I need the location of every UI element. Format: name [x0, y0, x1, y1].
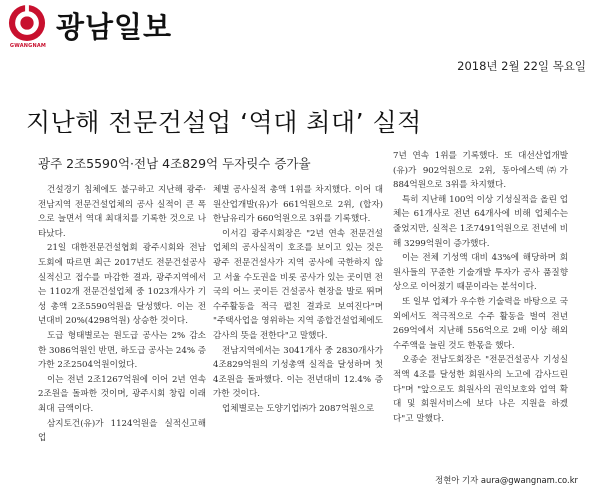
paragraph: 이는 전체 기성액 대비 43%에 해당하며 회원사들의 꾸준한 기술개발 투자가 공사 품질향상으로 이어졌기 때문이라는 분석이다. — [393, 253, 568, 293]
paragraph: 업체별로는 도양기업㈜가 2087억원으로 — [222, 403, 375, 414]
paragraph: 또 일부 업체가 우수한 기술력을 바탕으로 국외에서도 적극적으로 수주 활동을 벌여 전년 269억에서 지난해 556억으로 2배 이상 해외수주액을 늘린 것도 한몫을 했다. — [393, 296, 568, 351]
paragraph: 7년 연속 1위를 기록했다. 또 대선산업개발(유)가 902억원으로 2위, 동아에스텍㈜가 884억원으로 3위를 차지했다. — [393, 151, 568, 191]
paragraph: 특히 지난해 100억 이상 기성실적을 올린 업체는 61개사로 전년 64개사에 비해 업체수는 줄었지만, 실적은 1조7491억원으로 전년에 비해 3299억원이 증가했다. — [393, 194, 568, 249]
logo-subtext: GWANGNAM — [9, 43, 47, 49]
paper-name: 광남일보 — [56, 10, 173, 44]
gwangnam-logo-icon — [8, 4, 46, 42]
paragraph: 건설경기 침체에도 불구하고 지난해 광주·전남지역 전문건설업체의 공사 실적이 큰 폭으로 늘면서 역대 최대치를 기록한 것으로 나타났다. — [38, 185, 206, 239]
byline: 정현아 기자 aura@gwangnam.co.kr — [435, 475, 578, 485]
paragraph: 도급 형태별로는 원도급 공사는 2% 감소한 3086억원인 반면, 하도급 공사는 24% 증가한 2조2504억원이었다. — [38, 330, 207, 371]
article-column-1 — [38, 183, 206, 446]
masthead — [6, 4, 306, 50]
article-column-2 — [213, 183, 383, 417]
paragraph: 21일 대한전문건설협회 광주시회와 전남도회에 따르면 최근 2017년도 전문건설공사 실적신고 접수를 마감한 결과, 광주지역에서는 1102개 전문건설업체 중 1023개사가 기성 총액 2조5590억원을 달성했다. 이는 전년대비 20%(4298억원) 상승한 것이다. — [38, 243, 206, 327]
article-headline: 지난해 전문건설업 ‘역대 최대’ 실적 — [26, 107, 422, 137]
paragraph: 전남지역에서는 3041개사 중 2830개사가 4조829억원의 기성총액 실적을 달성하며 첫 4조원을 돌파했다. 이는 전년대비 12.4% 증가한 것이다. — [213, 345, 383, 400]
publication-date: 2018년 2월 22일 목요일 — [457, 59, 586, 73]
article-column-3 — [393, 149, 568, 426]
paragraph: 오종순 전남도회장은 "전문건설공사 기성실적액 4조를 달성한 회원사의 노고에 감사드린다"며 "앞으로도 회원사의 권익보호와 업역 확대 및 회원서비스에 보다 나은 지원을 하겠다"고 말했다. — [393, 355, 568, 424]
paragraph: 이는 전년 2조1267억원에 이어 2년 연속 2조원을 돌파한 것이며, 광주시회 창립 이래 최대 금액이다. — [38, 374, 206, 414]
paragraph: 이서김 광주시회장은 "2년 연속 전문건설업체의 공사실적이 호조를 보이고 있는 것은 광주 전문건설사가 지역 공사에 국한하지 않고 서울 수도권을 비롯 공사가 있는 곳이면 전국의 어느 곳이든 건설공사 현장을 발로 뛰며 수주활동을 적극 펼친 결과로 보여진다"며 "주택사업을 영위하는 지역 종합건설업체에도 감사의 뜻을 전한다"고 말했다. — [213, 228, 383, 341]
paragraph: 삼지토건(유)가 1124억원을 실적신고해 업 — [38, 418, 206, 444]
paragraph: 체별 공사실적 총액 1위를 차지했다. 이어 대원산업개발(유)가 661억원으로 2위, (합자)한남유리가 660억원으로 3위를 기록했다. — [213, 185, 383, 225]
article-subhead: 광주 2조5590억·전남 4조829억 두자릿수 증가율 — [38, 156, 311, 171]
